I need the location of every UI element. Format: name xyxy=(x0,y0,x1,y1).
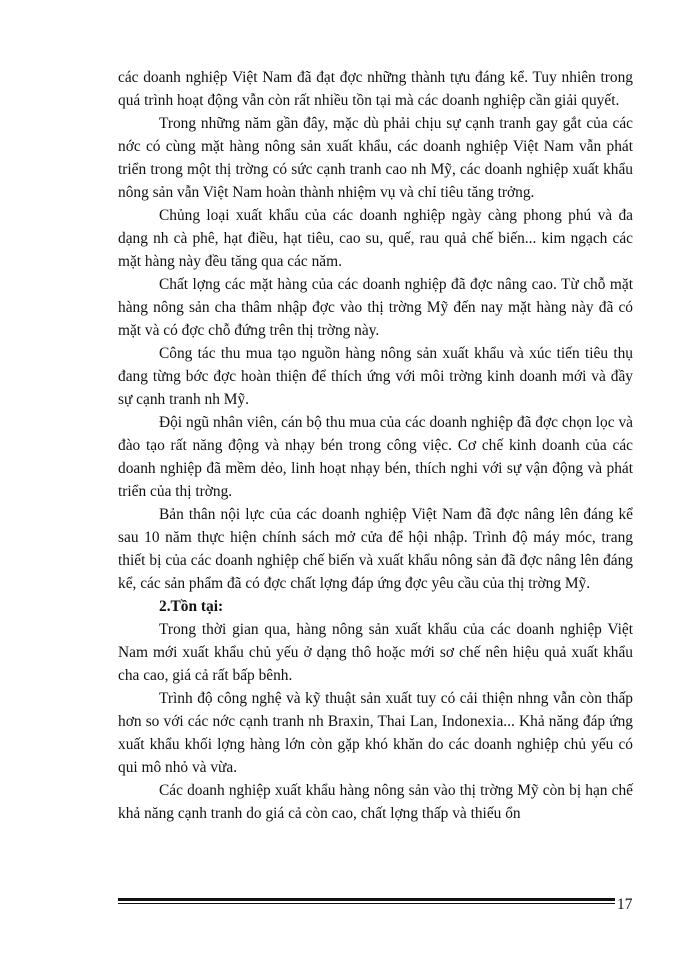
paragraph: Bản thân nội lực của các doanh nghiệp Việt Nam đã đợc nâng lên đáng kể sau 10 năm thực hiện chính sách mở cửa để hội nhập. Trình độ máy móc, trang thiết bị của các doanh nghiệp chế biến và xuất khẩu nông sản đã đợc nâng lên đáng kể, các sản phẩm đã có đợc chất lợng đáp ứng đợc yêu cầu của thị trờng Mỹ. xyxy=(118,506,633,592)
paragraph: Trong thời gian qua, hàng nông sản xuất khẩu của các doanh nghiệp Việt Nam mới xuất khẩu chủ yếu ở dạng thô hoặc mới sơ chế nên hiệu quả xuất khẩu cha cao, giá cả rất bấp bênh. xyxy=(118,621,633,684)
paragraph: Chất lợng các mặt hàng của các doanh nghiệp đã đợc nâng cao. Từ chỗ mặt hàng nông sản cha thâm nhập đợc vào thị trờng Mỹ đến nay mặt hàng này đã có mặt và có đợc chỗ đứng trên thị trờng này. xyxy=(118,276,633,339)
paragraph-continuation: các doanh nghiệp Việt Nam đã đạt đợc những thành tựu đáng kể. Tuy nhiên trong quá trình hoạt động vẫn còn rất nhiều tồn tại mà các doanh nghiệp cần giải quyết. xyxy=(118,69,633,109)
page-number: 17 xyxy=(617,896,633,913)
paragraph: Công tác thu mua tạo nguồn hàng nông sản xuất khẩu và xúc tiến tiêu thụ đang từng bớc đợc hoàn thiện để thích ứng với môi trờng kinh doanh mới và đầy sự cạnh tranh nh Mỹ. xyxy=(118,345,633,408)
paragraph: Trong những năm gần đây, mặc dù phải chịu sự cạnh tranh gay gắt của các nớc có cùng mặt hàng nông sản xuất khẩu, các doanh nghiệp Việt Nam vẫn phát triển trong một thị trờng có sức cạnh tranh cao nh Mỹ, các doanh nghiệp xuất khẩu nông sản vẫn Việt Nam hoàn thành nhiệm vụ và chỉ tiêu tăng trởng. xyxy=(118,115,633,201)
footer-rule-thin xyxy=(118,903,615,904)
paragraph: Chủng loại xuất khẩu của các doanh nghiệp ngày càng phong phú và đa dạng nh cà phê, hạt điều, hạt tiêu, cao su, quế, rau quả chế biến... kim ngạch các mặt hàng này đều tăng qua các năm. xyxy=(118,207,633,270)
footer-rule-thick xyxy=(118,898,615,901)
section-heading: 2.Tồn tại: xyxy=(159,598,224,615)
paragraph: Đội ngũ nhân viên, cán bộ thu mua của các doanh nghiệp đã đợc chọn lọc và đào tạo rất năng động và nhạy bén trong công việc. Cơ chế kinh doanh của các doanh nghiệp đã mềm dẻo, linh hoạt nhạy bén, thích nghi với sự vận động và phát triển của thị trờng. xyxy=(118,414,633,500)
document-body xyxy=(118,66,633,825)
paragraph: Trình độ công nghệ và kỹ thuật sản xuất tuy có cải thiện nhng vẫn còn thấp hơn so với các nớc cạnh tranh nh Braxin, Thai Lan, Indonexia... Khả năng đáp ứng xuất khẩu khối lợng hàng lớn còn gặp khó khăn do các doanh nghiệp chủ yếu có qui mô nhỏ và vừa. xyxy=(118,690,633,776)
paragraph: Các doanh nghiệp xuất khẩu hàng nông sản vào thị trờng Mỹ còn bị hạn chế khả năng cạnh tranh do giá cả còn cao, chất lợng thấp và thiếu ổn xyxy=(118,782,633,822)
